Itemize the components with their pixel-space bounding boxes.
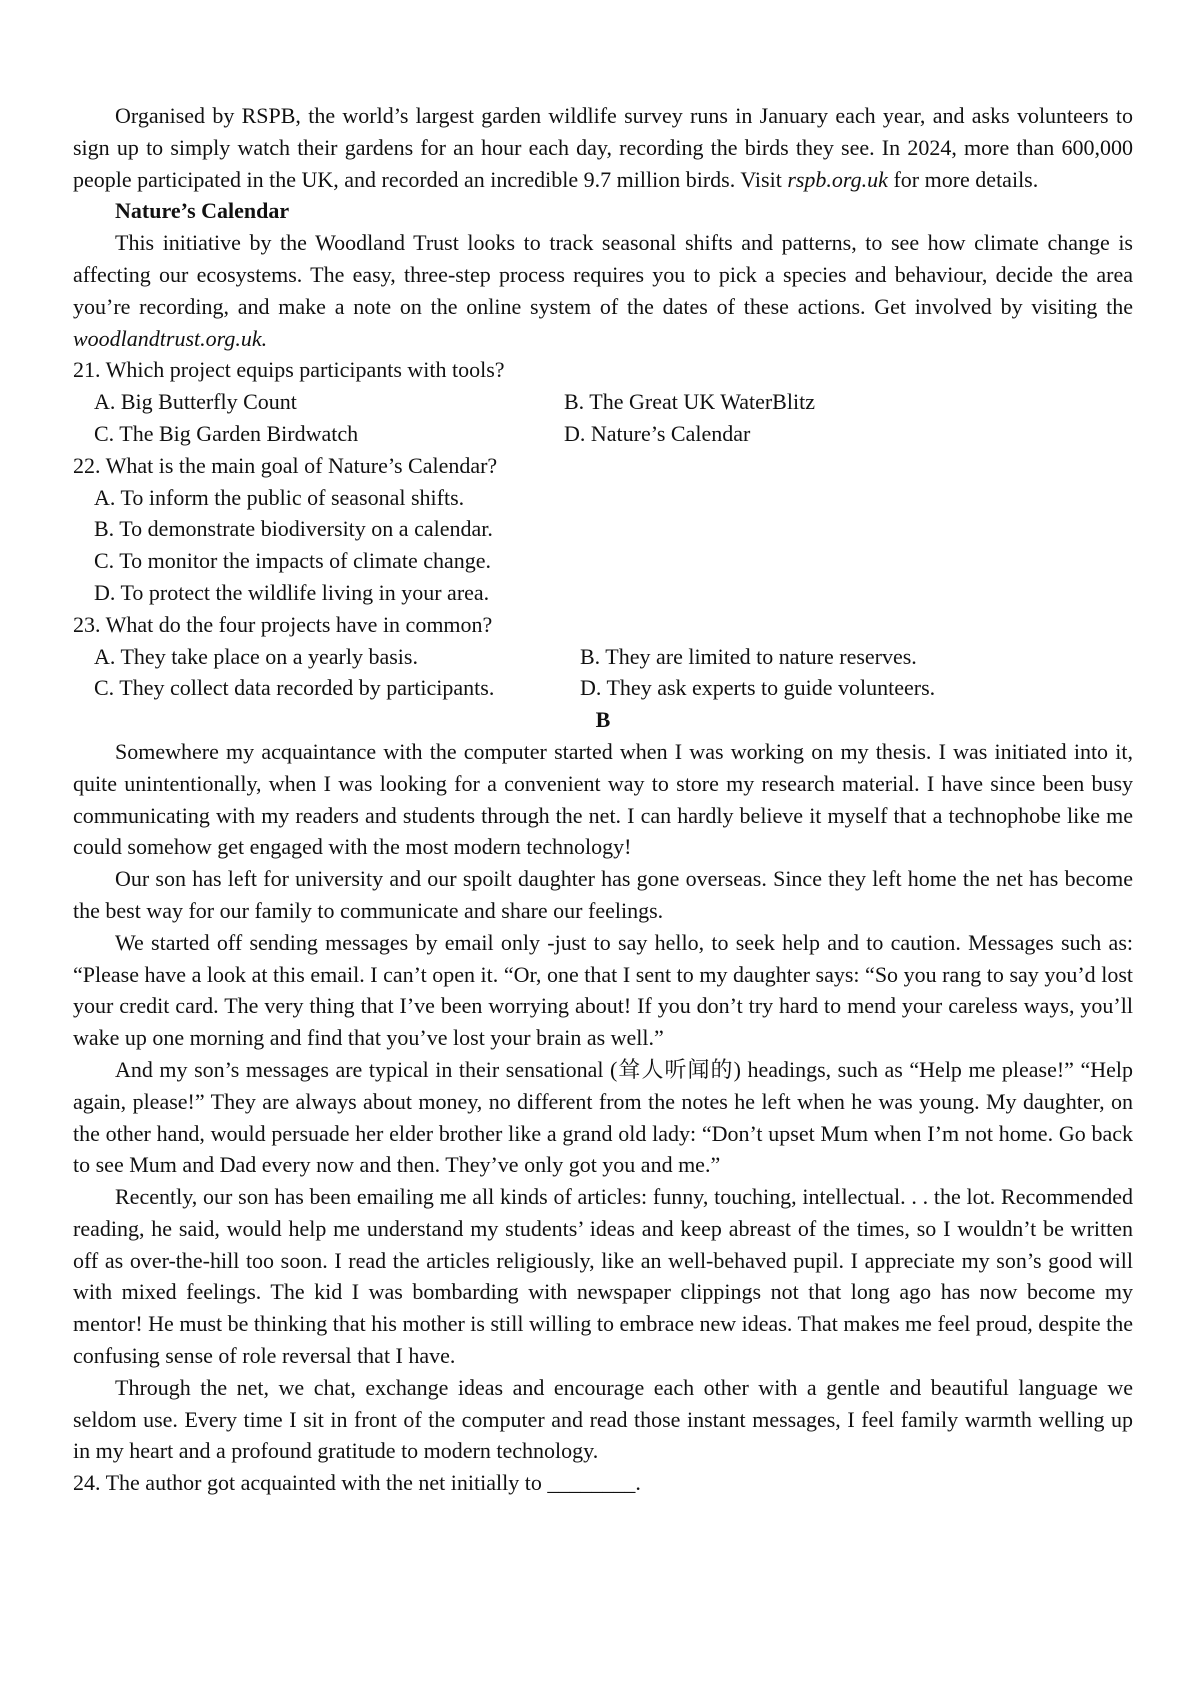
paragraph-text: This initiative by the Woodland Trust looks to track seasonal shifts and patterns, to see how climate change is affecting our ecosystems. The easy, three-step process requires you to pick a species and behaviour, decide the area you’re recording, and make a note on the online system of the dates of these actions. Get involved by visiting the bbox=[73, 230, 1133, 319]
options-row bbox=[73, 672, 1133, 704]
paragraph-b3: We started off sending messages by email only -just to say hello, to seek help and to caution. Messages such as: “Please have a look at this email. I can’t open it. “Or, one that I sent to my daughter says: “So you rang to say you’d lost your credit card. The very thing that I’ve been worrying about! If you don’t try hard to mend your careless ways, you’ll wake up one morning and find that you’ve lost your brain as well.” bbox=[73, 929, 1133, 1051]
question-22: 22. What is the main goal of Nature’s Calendar? bbox=[73, 452, 498, 478]
options-row bbox=[73, 386, 1133, 418]
website-rspb: rspb.org.uk bbox=[787, 166, 888, 192]
option-22-b: B. To demonstrate biodiversity on a calendar. bbox=[94, 516, 493, 542]
paragraph-b2: Our son has left for university and our spoilt daughter has gone overseas. Since they left home the net has become the best way for our family to communicate and share our feelings. bbox=[73, 866, 1133, 923]
section-title-b: B bbox=[595, 707, 611, 733]
paragraph-b4: And my son’s messages are typical in their sensational (耸人听闻的) headings, such as “Help me please!” “Help again, please!” They are always about money, no different from the notes he left when he was young. My daughter, on the other hand, would persuade her elder brother like a grand old lady: “Don’t upset Mum when I’m not home. Go back to see Mum and Dad every now and then. They’ve only got you and me.” bbox=[73, 1056, 1133, 1178]
options-row bbox=[73, 641, 1133, 673]
paragraph-text: Organised by RSPB, the world’s largest garden wildlife survey runs in January each year, and asks volunteers to sign up to simply watch their gardens for an hour each day, recording the birds they see. In 2024, more than 600,000 people participated in the UK, and recorded an incredible 9.7 million birds. Visit bbox=[73, 103, 1133, 192]
option-21-c: C. The Big Garden Birdwatch bbox=[94, 420, 359, 446]
paragraph-natures-calendar bbox=[73, 227, 1133, 354]
question-23: 23. What do the four projects have in common? bbox=[73, 611, 493, 637]
option-22-c: C. To monitor the impacts of climate change. bbox=[94, 548, 492, 574]
option-22-a: A. To inform the public of seasonal shifts. bbox=[94, 484, 465, 510]
paragraph-b1: Somewhere my acquaintance with the computer started when I was working on my thesis. I was initiated into it, quite unintentionally, when I was looking for a convenient way to store my research material. I have since been busy communicating with my readers and students through the net. I can hardly believe it myself that a technophobe like me could somehow get engaged with the most modern technology! bbox=[73, 738, 1133, 860]
option-22-d: D. To protect the wildlife living in your area. bbox=[94, 579, 490, 605]
question-21: 21. Which project equips participants with tools? bbox=[73, 357, 505, 383]
option-21-d: D. Nature’s Calendar bbox=[564, 420, 751, 446]
option-21-b: B. The Great UK WaterBlitz bbox=[564, 389, 815, 415]
website-woodlandtrust: woodlandtrust.org.uk. bbox=[73, 325, 268, 351]
paragraph-birdwatch bbox=[73, 100, 1133, 195]
paragraph-b6: Through the net, we chat, exchange ideas and encourage each other with a gentle and beautiful language we seldom use. Every time I sit in front of the computer and read those instant messages, I feel family warmth welling up in my heart and a profound gratitude to modern technology. bbox=[73, 1374, 1133, 1464]
section-heading-natures-calendar: Nature’s Calendar bbox=[115, 198, 290, 224]
option-23-c: C. They collect data recorded by participants. bbox=[94, 675, 495, 701]
option-23-d: D. They ask experts to guide volunteers. bbox=[580, 675, 936, 701]
option-23-b: B. They are limited to nature reserves. bbox=[580, 643, 917, 669]
options-row bbox=[73, 418, 1133, 450]
paragraph-text: for more details. bbox=[887, 166, 1039, 192]
paragraph-b5: Recently, our son has been emailing me all kinds of articles: funny, touching, intellectual. . . the lot. Recommended reading, he said, would help me understand my students’ ideas and keep abreast of the times, so I wouldn’t be written off as over-the-hill too soon. I read the articles religiously, like an well-behaved pupil. I appreciate my son’s good will with mixed feelings. The kid I was bombarding with newspaper clippings not that long ago has now become my mentor! He must be thinking that his mother is still willing to embrace new ideas. That makes me feel proud, despite the confusing sense of role reversal that I have. bbox=[73, 1184, 1133, 1369]
option-21-a: A. Big Butterfly Count bbox=[94, 389, 297, 415]
option-23-a: A. They take place on a yearly basis. bbox=[94, 643, 418, 669]
exam-page bbox=[73, 100, 1133, 1499]
question-24: 24. The author got acquainted with the net initially to ________. bbox=[73, 1470, 641, 1496]
